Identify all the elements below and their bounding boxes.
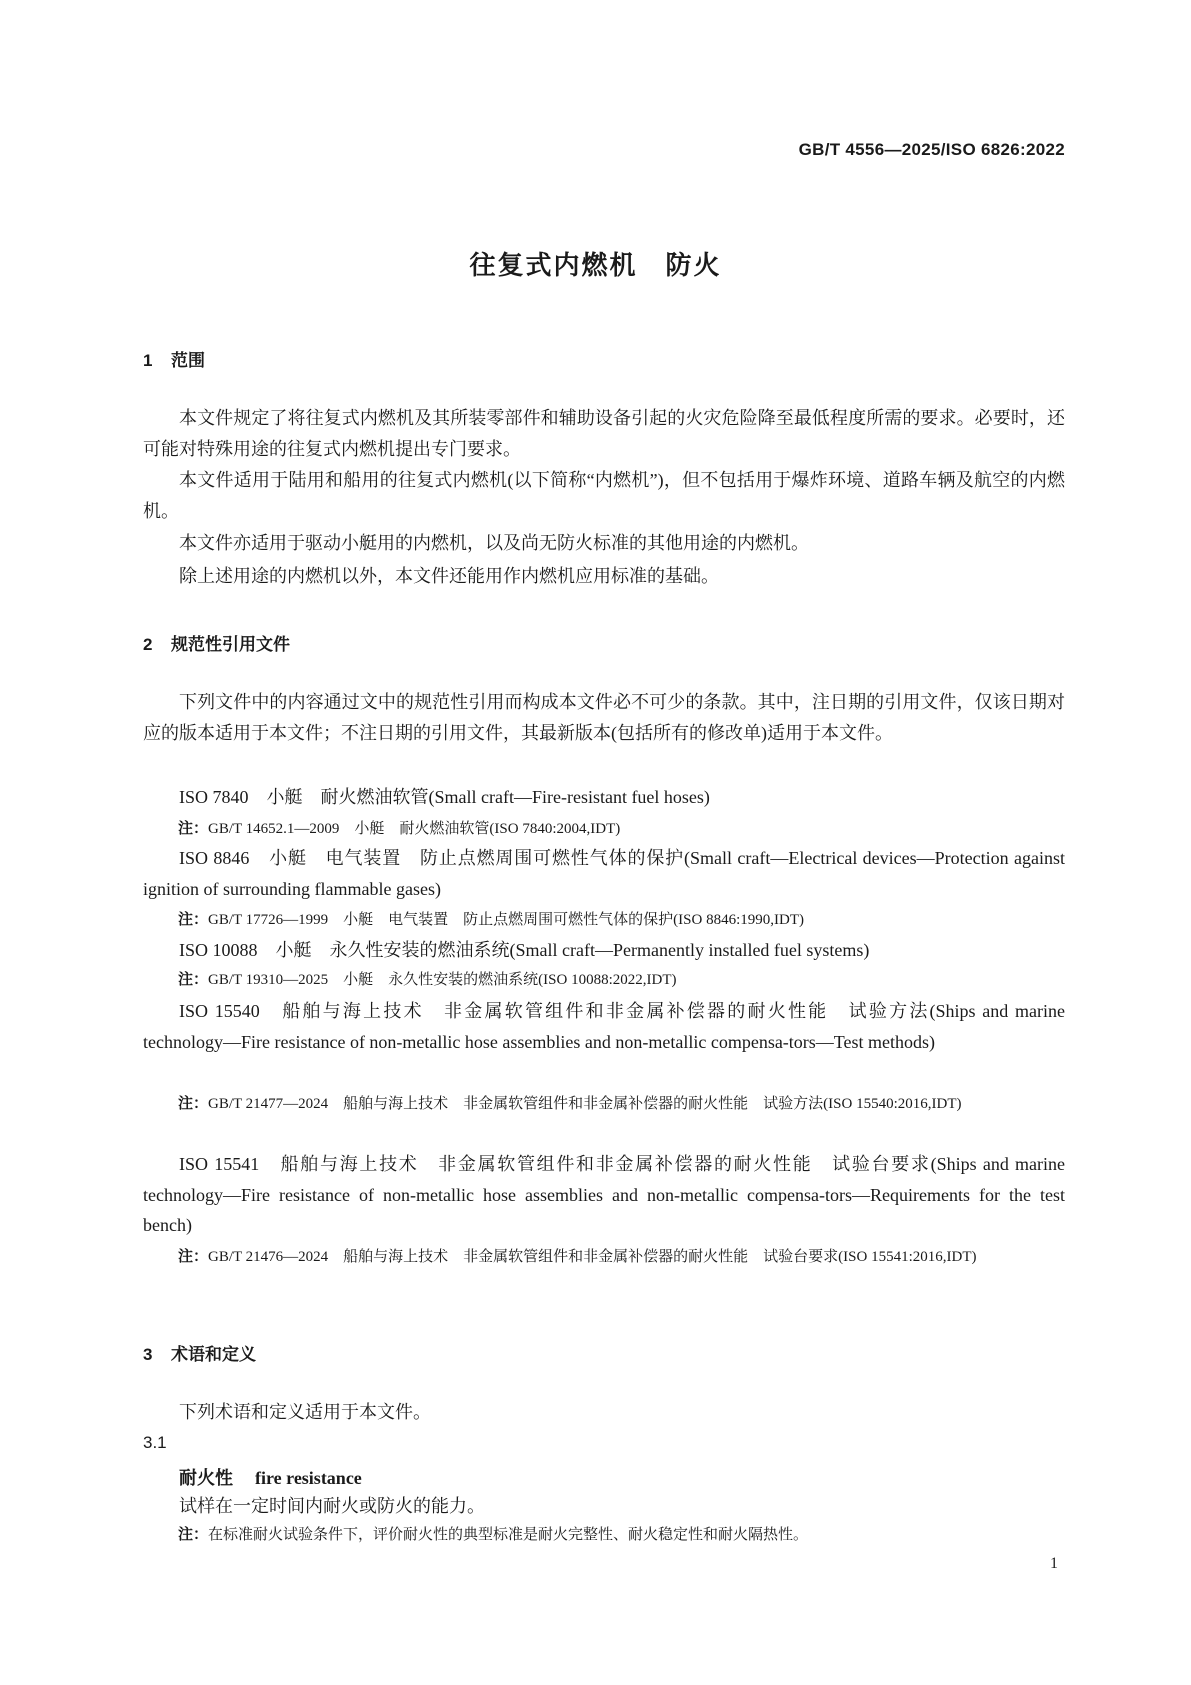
reference-note (178, 965, 1099, 995)
reference-entry: ISO 10088 小艇 永久性安装的燃油系统(Small craft—Permanently installed fuel systems) (179, 940, 870, 960)
note-text: 在标准耐火试验条件下，评价耐火性的典型标准是耐火完整性、耐火稳定性和耐火隔热性。 (208, 1527, 809, 1543)
reference-entry: ISO 15541 船舶与海上技术 非金属软管组件和非金属补偿器的耐火性能 试验台要求(Ships and marine technology—Fire resistance of non-metallic hose assemblies and non-metallic compensa-tors—Requirements for the test bench) (143, 1154, 1065, 1235)
note-text: GB/T 19310—2025 小艇 永久性安装的燃油系统(ISO 10088:2022,IDT) (208, 972, 677, 988)
paragraph: 下列文件中的内容通过文中的规范性引用而构成本文件必不可少的条款。其中，注日期的引用文件，仅该日期对应的版本适用于本文件；不注日期的引用文件，其最新版本(包括所有的修改单)适用于本文件。 (143, 692, 1065, 743)
note-text: GB/T 14652.1—2009 小艇 耐火燃油软管(ISO 7840:2004,IDT) (208, 821, 621, 837)
reference-note (178, 814, 1099, 844)
note-label: 注： (178, 1248, 209, 1265)
paragraph: 本文件亦适用于驱动小艇用的内燃机，以及尚无防火标准的其他用途的内燃机。 (179, 533, 809, 553)
section-title: 规范性引用文件 (171, 635, 290, 654)
reference-note (178, 905, 1099, 935)
paragraph: 本文件规定了将往复式内燃机及其所装零部件和辅助设备引起的火灾危险降至最低程度所需的要求。必要时，还可能对特殊用途的往复式内燃机提出专门要求。 (143, 408, 1065, 459)
paragraph: 本文件适用于陆用和船用的往复式内燃机(以下简称“内燃机”)，但不包括用于爆炸环境、道路车辆及航空的内燃机。 (143, 470, 1065, 521)
note-label: 注： (178, 820, 209, 837)
term-definition: 试样在一定时间内耐火或防火的能力。 (179, 1496, 485, 1516)
note-label: 注： (178, 911, 209, 928)
page-title: 往复式内燃机 防火 (469, 250, 722, 280)
term-chinese: 耐火性 (179, 1468, 233, 1488)
note-label: 注： (178, 971, 209, 988)
note-text: GB/T 17726—1999 小艇 电气装置 防止点燃周围可燃性气体的保护(ISO 8846:1990,IDT) (208, 912, 804, 928)
page-number: 1 (1050, 1555, 1058, 1572)
reference-note (178, 1242, 1099, 1272)
reference-note (178, 1089, 1099, 1119)
document-number: GB/T 4556—2025/ISO 6826:2022 (798, 140, 1065, 159)
section-3-heading (143, 1340, 256, 1365)
term-number: 3.1 (143, 1433, 167, 1452)
term-english: fire resistance (255, 1468, 362, 1488)
section-number: 1 (143, 351, 153, 370)
term-note (178, 1520, 1099, 1550)
section-title: 范围 (171, 351, 205, 370)
note-text: GB/T 21477—2024 船舶与海上技术 非金属软管组件和非金属补偿器的耐火性能 试验方法(ISO 15540:2016,IDT) (208, 1096, 962, 1112)
note-label: 注： (178, 1095, 209, 1112)
section-1-heading (143, 346, 205, 371)
section-number: 2 (143, 635, 153, 654)
reference-entry: ISO 7840 小艇 耐火燃油软管(Small craft—Fire-resistant fuel hoses) (179, 787, 710, 807)
paragraph: 除上述用途的内燃机以外，本文件还能用作内燃机应用标准的基础。 (179, 566, 719, 586)
reference-entry: ISO 15540 船舶与海上技术 非金属软管组件和非金属补偿器的耐火性能 试验方法(Ships and marine technology—Fire resistance of non-metallic hose assemblies and non-metallic compensa-tors—Test methods) (143, 1001, 1065, 1052)
section-2-heading (143, 630, 290, 655)
note-label: 注： (178, 1526, 209, 1543)
section-number: 3 (143, 1345, 153, 1364)
reference-entry: ISO 8846 小艇 电气装置 防止点燃周围可燃性气体的保护(Small craft—Electrical devices—Protection against ignition of surrounding flammable gases) (143, 848, 1065, 899)
note-text: GB/T 21476—2024 船舶与海上技术 非金属软管组件和非金属补偿器的耐火性能 试验台要求(ISO 15541:2016,IDT) (208, 1249, 977, 1265)
term-heading (179, 1464, 362, 1490)
section-title: 术语和定义 (171, 1345, 256, 1364)
paragraph: 下列术语和定义适用于本文件。 (179, 1402, 431, 1422)
